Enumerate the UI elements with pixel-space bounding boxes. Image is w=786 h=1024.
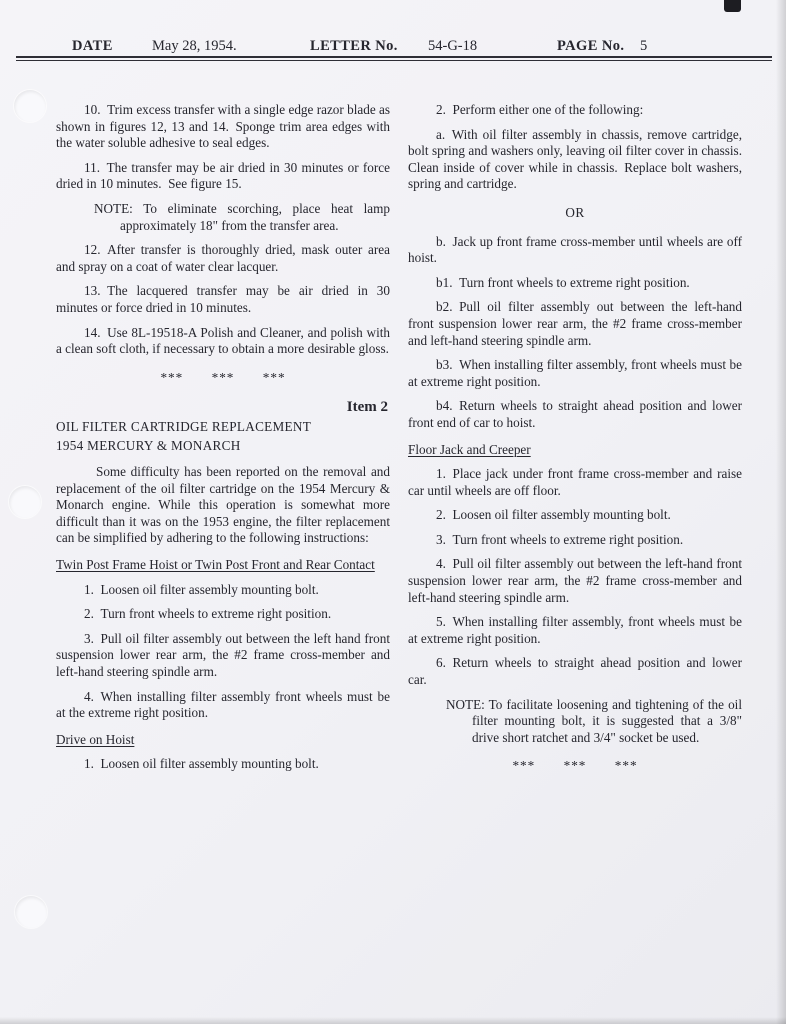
fj-step-3: 3. Turn front wheels to extreme right position. [436,531,684,547]
fj-step-5: 5. When installing filter assembly, front wheels must be at extreme right position. [408,614,742,646]
fj-step-4: 4. Pull oil filter assembly out between the left-hand front suspension lower rear arm, the #2 frame cross-member and left-hand steering spindle arm. [408,556,742,605]
item-2-label: Item 2 [346,399,388,416]
page-label: PAGE No. [557,38,625,54]
section-separator: *** *** *** [512,758,638,774]
step-1: 1. Loosen oil filter assembly mounting bolt. [84,581,319,597]
step-b2: b2. Pull oil filter assembly out between the left-hand front suspension lower rear arm, the #2 frame cross-member and left-hand steering spindle arm. [408,299,742,348]
section-separator: *** *** *** [160,369,286,385]
header-double-rule [16,56,772,61]
letter-value: 54-G-18 [428,38,478,54]
note-block: NOTE: To facilitate loosening and tightening of the oil filter mounting bolt, it is suggested that a 3/8" drive short ratchet and 3/4" socket be used. [446,696,742,745]
step-2r: 2. Perform either one of the following: [436,102,644,117]
right-column [408,102,742,788]
body-columns [56,102,742,788]
page-number: 5 [640,38,648,54]
date-value: May 28, 1954. [152,38,237,54]
punch-hole [9,486,41,518]
punch-hole [15,896,47,928]
step-b4: b4. Return wheels to straight ahead position and lower front end of car to hoist. [408,398,742,430]
section-heading-text: Twin Post Frame Hoist or Twin Post Front and Rear Contact [56,557,375,573]
punch-hole [14,90,46,122]
fj-step-2: 2. Loosen oil filter assembly mounting bolt. [436,507,671,523]
step-3: 3. Pull oil filter assembly out between the left hand front suspension lower rear arm, the #2 frame cross-member and left-hand steering spindle arm. [56,630,390,680]
fj-step-6: 6. Return wheels to straight ahead position and lower car. [408,655,742,688]
paragraph-13: 13. The lacquered transfer may be air dried in 30 minutes or force dried in 10 minutes. [56,283,390,315]
date-label: DATE [72,38,113,54]
step-b3: b3. When installing filter assembly, front wheels must be at extreme right position. [408,357,742,389]
step-2: 2. Turn front wheels to extreme right position. [84,606,332,622]
step-b1: b1. Turn front wheels to extreme right position. [436,274,690,290]
scan-edge-shadow-bottom [0,1017,786,1024]
letter-label: LETTER No. [310,38,398,54]
section-heading-drive-on-hoist [56,732,390,749]
note-block: NOTE: To eliminate scorching, place heat lamp approximately 18" from the transfer area. [94,200,390,233]
section-heading-floor-jack [408,442,742,459]
left-column [56,102,390,788]
paragraph-11: 11. The transfer may be air dried in 30 minutes or force dried in 10 minutes. See figure 15. [56,159,390,192]
article-title: OIL FILTER CARTRIDGE REPLACEMENT [56,418,312,434]
step-1b: 1. Loosen oil filter assembly mounting bolt. [84,756,319,772]
page-header [0,38,786,56]
paragraph-10: 10. Trim excess transfer with a single edge razor blade as shown in figures 12, 13 and 14. Sponge trim area edges with the water soluble adhesive to seal edges. [56,102,390,151]
section-heading-twin-post [56,557,390,574]
step-b: b. Jack up front frame cross-member until wheels are off hoist. [408,233,742,266]
scan-edge-shadow-right [776,0,786,1024]
paragraph-12: 12. After transfer is thoroughly dried, mask outer area and spray on a coat of water clear lacquer. [56,242,390,274]
or-divider: OR [565,204,585,220]
intro-paragraph: Some difficulty has been reported on the removal and replacement of the oil filter cartridge on the 1954 Mercury & Monarch engine. While this operation is somewhat more difficult than it was on the 1953 engine, the filter replacement can be simplified by adhering to the following instructions: [56,464,390,546]
step-4: 4. When installing filter assembly front wheels must be at the extreme right position. [56,688,390,721]
section-heading-text: Floor Jack and Creeper [408,441,531,457]
paragraph-14: 14. Use 8L-19518-A Polish and Cleaner, and polish with a clean soft cloth, if necessary to obtain a more desirable gloss. [56,324,390,357]
step-a: a. With oil filter assembly in chassis, remove cartridge, bolt spring and washers only, leaving oil filter cover in chassis. Clean inside of cover while in chassis. Replace bolt washers, spring and cartridge. [408,126,742,192]
article-subtitle: 1954 MERCURY & MONARCH [56,437,241,453]
scan-corner-mark [724,0,741,12]
section-heading-text: Drive on Hoist [56,731,135,747]
fj-step-1: 1. Place jack under front frame cross-member and raise car until wheels are off floor. [408,466,742,498]
